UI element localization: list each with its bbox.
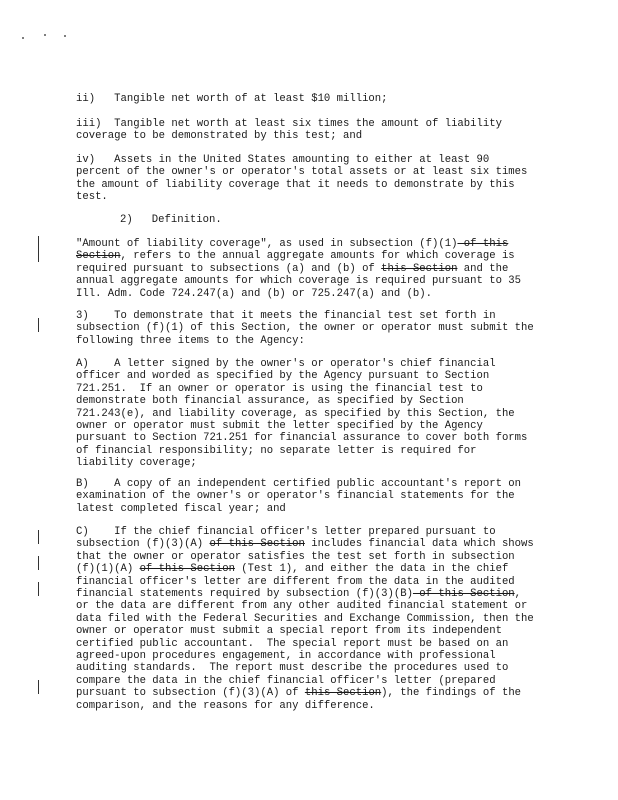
item-b — [76, 478, 546, 515]
definition-heading — [76, 214, 546, 226]
struck-text: of this Section — [412, 588, 515, 601]
struck-text: this Section — [304, 687, 382, 700]
revision-bar — [38, 236, 39, 262]
text-run: pursuant to subsection (f)(3)(A) of — [76, 687, 305, 700]
text-line: test. — [76, 191, 108, 204]
struck-text: this Section — [381, 262, 458, 275]
text-line: certified public accountant. The special report must be based on an — [76, 637, 509, 650]
text-line: demonstrate both financial assurance, as specified by Section — [76, 395, 464, 408]
text-run: ), the findings of the — [381, 687, 522, 700]
text-line: or the data are different from any other audited financial statement or — [76, 600, 528, 613]
scan-speck — [44, 34, 46, 36]
text-line: auditing standards. The report must describe the procedures used to — [76, 662, 509, 675]
struck-text: Section — [76, 250, 121, 263]
text-line: examination of the owner's or operator's financial statements for the — [76, 490, 515, 503]
revision-bar — [38, 582, 39, 596]
text-line: agreed-upon procedures engagement, in accordance with professional — [76, 650, 496, 663]
text-line: data filed with the Federal Securities and Exchange Commission, then the — [76, 612, 534, 625]
definition-paragraph — [76, 238, 546, 300]
scan-speck — [64, 35, 66, 37]
text-line: Ill. Adm. Code 724.247(a) and (b) or 725.247(a) and (b). — [76, 287, 433, 300]
heading-text: 2) Definition. — [120, 214, 222, 226]
text-run: and the — [457, 262, 509, 275]
item-iv — [76, 154, 546, 204]
text-line: subsection (f)(1) of this Section, the owner or operator must submit the — [76, 322, 534, 335]
text-run: financial statements required by subsection (f)(3)(B) — [76, 588, 413, 601]
revision-bar — [38, 530, 39, 544]
struck-text: of this — [457, 238, 509, 250]
text-line: A) A letter signed by the owner's or operator's chief financial — [76, 358, 496, 370]
text-line: latest completed fiscal year; and — [76, 502, 286, 515]
text-line: C) If the chief financial officer's letter prepared pursuant to — [76, 526, 496, 538]
revision-bar — [38, 680, 39, 694]
text-line: officer and worded as specified by the Agency pursuant to Section — [76, 370, 490, 383]
struck-text: of this Section — [139, 563, 235, 576]
text-line: 721.243(e), and liability coverage, as specified by this Section, the — [76, 407, 515, 420]
struck-text: of this Section — [209, 538, 305, 551]
item-3 — [76, 310, 546, 347]
text-line: pursuant to Section 721.251 for financial assurance to cover both forms — [76, 432, 528, 445]
text-run: (Test 1), and either the data in the chief — [234, 563, 509, 576]
text-line: B) A copy of an independent certified public accountant's report on — [76, 478, 522, 490]
text-line: liability coverage; — [76, 457, 197, 470]
revision-bar — [38, 318, 39, 332]
text-run: subsection (f)(3)(A) — [76, 538, 210, 551]
item-c — [76, 526, 546, 712]
text-line: owner or operator must submit the letter specified by the Agency — [76, 420, 483, 433]
item-iii — [76, 118, 546, 143]
text-run: required pursuant to subsections (a) and (b) of — [76, 262, 382, 275]
text-line: compare the data in the chief financial officer's letter (prepared — [76, 674, 496, 687]
text-line: owner or operator must submit a special report from its independent — [76, 625, 502, 638]
text-run: "Amount of liability coverage", as used in subsection (f)(1) — [76, 238, 458, 250]
text-run: , refers to the annual aggregate amounts for which coverage is — [120, 250, 515, 263]
text-line: coverage to be demonstrated by this test; and — [76, 130, 363, 143]
text-line: following three items to the Agency: — [76, 334, 305, 347]
text-line: percent of the owner's or operator's total assets or at least six times — [76, 166, 528, 179]
text-line: ii) Tangible net worth of at least $10 million; — [76, 93, 388, 105]
item-ii — [76, 93, 546, 105]
text-line: financial officer's letter are different from the data in the audited — [76, 575, 515, 588]
text-line: of financial responsibility; no separate letter is required for — [76, 444, 477, 457]
text-line: iii) Tangible net worth at least six times the amount of liability — [76, 118, 502, 130]
text-run: , — [514, 588, 522, 601]
item-a — [76, 358, 546, 470]
text-run: includes financial data which shows — [304, 538, 534, 551]
text-line: iv) Assets in the United States amounting to either at least 90 — [76, 154, 490, 166]
text-line: annual aggregate amounts for which coverage is required pursuant to 35 — [76, 275, 522, 288]
revision-bar — [38, 556, 39, 570]
text-line: 3) To demonstrate that it meets the financial test set forth in — [76, 310, 496, 322]
text-line: the amount of liability coverage that it needs to demonstrate by this — [76, 178, 515, 191]
scan-speck — [22, 37, 24, 39]
text-line: that the owner or operator satisfies the test set forth in subsection — [76, 550, 515, 563]
text-run: (f)(1)(A) — [76, 563, 140, 576]
text-line: comparison, and the reasons for any difference. — [76, 699, 375, 712]
text-line: 721.251. If an owner or operator is using the financial test to — [76, 382, 483, 395]
